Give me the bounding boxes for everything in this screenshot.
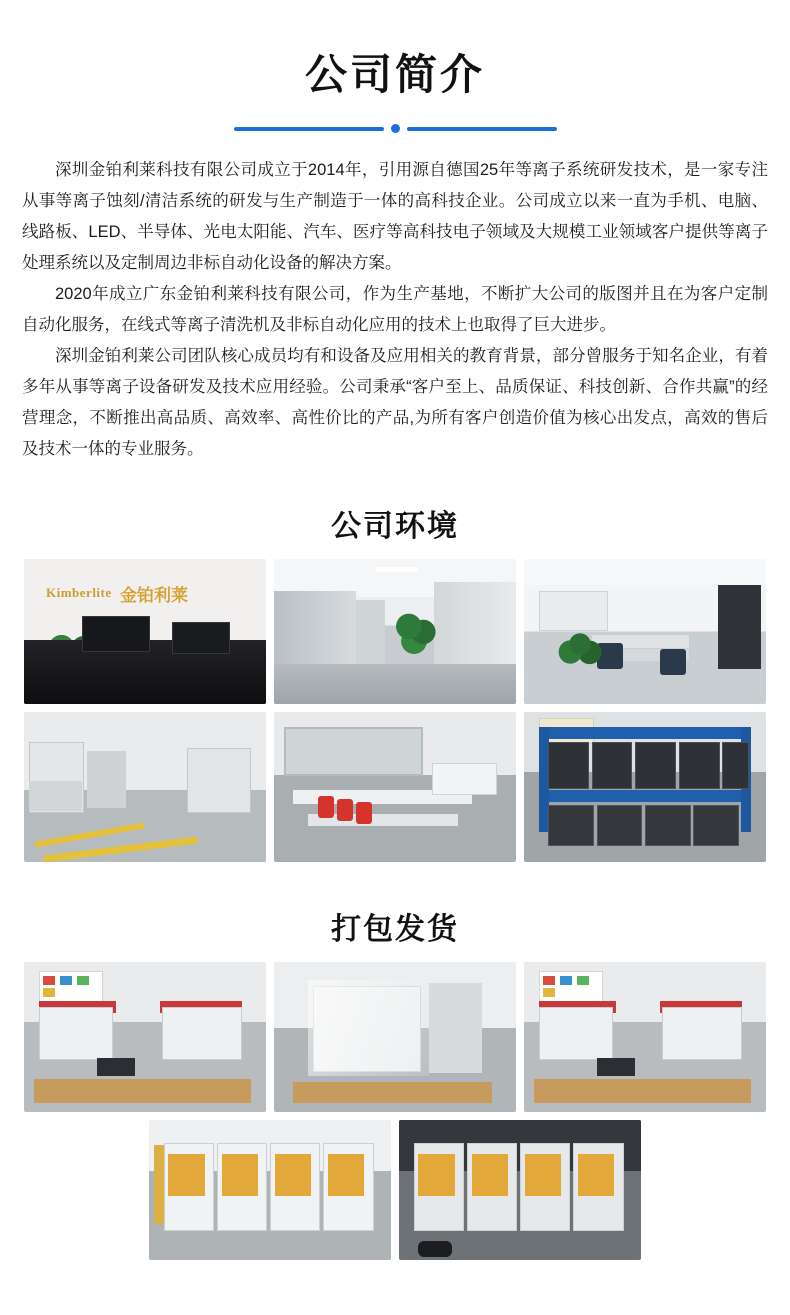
photo-lobby-logo-wall — [24, 559, 266, 704]
stool-icon — [356, 802, 372, 824]
intro-paragraph-1: 深圳金铂利莱科技有限公司成立于2014年，引用源自德国25年等离子系统研发技术，是一家专注从事等离子蚀刻/清洁系统的研发与生产制造于一体的高科技企业。公司成立以来一直为手机、电脑、线路板、LED、半导体、光电太阳能、汽车、医疗等高科技电子领域及大规模工业领域客户提供等离子处理系统以及定制周边非标自动化设备的解决方案。 — [22, 161, 768, 273]
monitor-icon — [172, 622, 230, 654]
photo-loading-into-truck — [399, 1120, 641, 1260]
company-intro-text — [22, 155, 768, 465]
photo-dispensing-robots-pallet-1 — [24, 962, 266, 1112]
stool-icon — [337, 799, 353, 821]
truck-tire-icon — [418, 1241, 452, 1257]
section-title-environment: 公司环境 — [331, 510, 459, 544]
photo-open-office — [524, 559, 766, 704]
title-divider — [0, 124, 790, 133]
packing-photo-grid-bottom — [0, 1120, 790, 1260]
photo-blue-racking-storage — [524, 712, 766, 862]
plant-icon — [388, 608, 440, 654]
packing-photo-grid — [0, 962, 790, 1112]
logo-text-en: Kimberlite — [46, 585, 112, 601]
photo-welding-machines-row — [149, 1120, 391, 1260]
environment-photo-grid — [0, 559, 790, 862]
photo-dispensing-robots-pallet-2 — [524, 962, 766, 1112]
page-title: 公司简介 — [304, 51, 485, 98]
stool-icon — [318, 796, 334, 818]
logo-text-cn: 金铂利莱 — [120, 586, 188, 606]
photo-equipment-workshop — [24, 712, 266, 862]
photo-office-corridor — [274, 559, 516, 704]
divider-dot — [391, 124, 400, 133]
divider-line-right — [407, 127, 557, 131]
plant-icon — [558, 626, 602, 666]
intro-paragraph-3: 深圳金铂利莱公司团队核心成员均有和设备及应用相关的教育背景，部分曾服务于知名企业，有着多年从事等离子设备研发及技术应用经验。公司秉承“客户至上、品质保证、科技创新、合作共赢”的经营理念，不断推出高品质、高效率、高性价比的产品,为所有客户创造价值为核心出发点，高效的售后及技术一体的专业服务。 — [22, 347, 768, 459]
monitor-icon — [82, 616, 150, 652]
photo-assembly-benches — [274, 712, 516, 862]
section-title-packing: 打包发货 — [331, 913, 459, 947]
divider-line-left — [234, 127, 384, 131]
intro-paragraph-2: 2020年成立广东金铂利莱科技有限公司，作为生产基地，不断扩大公司的版图并且在为客户定制自动化服务，在线式等离子清洗机及非标自动化应用的技术上也取得了巨大进步。 — [22, 285, 768, 335]
photo-wrapped-pallet — [274, 962, 516, 1112]
